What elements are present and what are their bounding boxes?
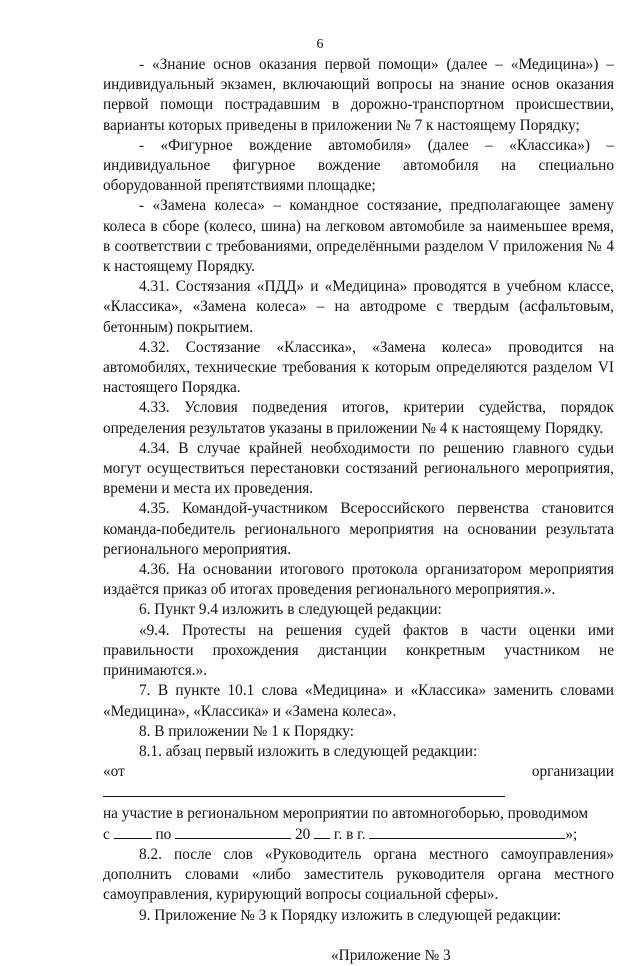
- paragraph-item-9: 9. Приложение № 3 к Порядку изложить в следующей редакции:: [139, 906, 562, 924]
- paragraph-4-33: 4.33. Условия подведения итогов, критерии судейства, порядок определения результатов указаны в приложении № 4 к настоящему Порядку.: [103, 399, 614, 437]
- end-date-blank-line: [175, 824, 291, 839]
- paragraph-8-1: 8.1. абзац первый изложить в следующей редакции:: [139, 742, 478, 760]
- form-year-label: 20: [294, 825, 311, 843]
- paragraph-medicina: - «Знание основ оказания первой помощи» (далее – «Медицина») – индивидуальный экзамен, включающий вопросы на знание основ оказания первой помощи пострадавшим в дорожно-транспортном происшествии, варианты которых приведены в приложении № 7 к настоящему Порядку;: [103, 56, 614, 134]
- document-body: [103, 55, 614, 966]
- form-from-label: с: [103, 825, 110, 843]
- paragraph-item-7: 7. В пункте 10.1 слова «Медицина» и «Классика» заменить словами «Медицина», «Классика» и «Замена колеса».: [103, 682, 614, 720]
- form-to-label: по: [155, 825, 172, 843]
- year-blank-line: [314, 824, 330, 839]
- form-city-label: г. в г.: [333, 825, 366, 843]
- page-number: 6: [316, 37, 324, 52]
- form-end-mark: »;: [565, 825, 578, 843]
- paragraph-4-34: 4.34. В случае крайней необходимости по решению главного судьи могут осуществиться перестановки состязаний регионального мероприятия, времени и места их проведения.: [103, 439, 614, 498]
- organization-blank-line: [103, 782, 505, 797]
- form-from-org-label: «от организации: [103, 763, 614, 781]
- form-line-dates: [103, 824, 614, 845]
- paragraph-item-8: 8. В приложении № 1 к Порядку:: [139, 722, 355, 740]
- paragraph-zamena-kolesa: - «Замена колеса» – командное состязание, предполагающее замену колеса в сборе (колесо, шина) на легковом автомобиле за наименьшее время, в соответствии с требованиями, определёнными разделом V приложения № 4 к настоящему Порядку.: [103, 197, 614, 276]
- paragraph-8-2: 8.2. после слов «Руководитель органа местного самоуправления» дополнить словами «либо заместитель руководителя органа местного самоуправления, курирующий вопросы социальной сферы».: [103, 845, 614, 904]
- form-line-organization: [103, 762, 614, 803]
- city-blank-line: [369, 824, 565, 839]
- paragraph-item-6: 6. Пункт 9.4 изложить в следующей редакции:: [139, 601, 442, 619]
- appendix-heading: «Приложение № 3: [331, 946, 451, 964]
- paragraph-4-31: 4.31. Состязания «ПДД» и «Медицина» проводятся в учебном классе, «Классика», «Замена колеса» – на автодроме с твердым (асфальтовым, бетонным) покрытием.: [103, 278, 614, 336]
- paragraph-4-36: 4.36. На основании итогового протокола организатором мероприятия издаётся приказ об итогах проведения регионального мероприятия.».: [103, 561, 614, 599]
- paragraph-klassika: - «Фигурное вождение автомобиля» (далее – «Классика») – индивидуальное фигурное вождение автомобиля на специально оборудованной препятствиями площадке;: [103, 136, 614, 195]
- form-line-participation: на участие в региональном мероприятии по автомногоборью, проводимом: [103, 804, 589, 822]
- paragraph-9-4: «9.4. Протесты на решения судей фактов в части оценки ими правильности прохождения дистанции конкретным участником не принимаются.».: [103, 621, 614, 680]
- start-date-blank-line: [114, 824, 152, 839]
- paragraph-4-35: 4.35. Командой-участником Всероссийского первенства становится команда-победитель регионального мероприятия на основании результата регионального мероприятия.: [103, 500, 614, 558]
- paragraph-4-32: 4.32. Состязание «Классика», «Замена колеса» проводится на автомобилях, технические требования к которым определяются разделом VI настоящего Порядка.: [103, 338, 614, 397]
